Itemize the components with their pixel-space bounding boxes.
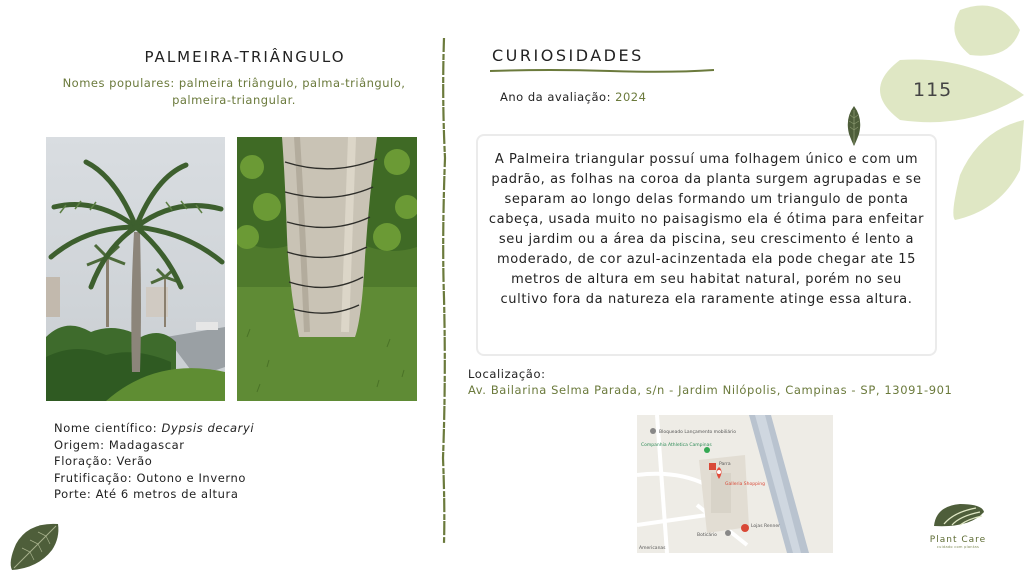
column-divider — [438, 38, 450, 543]
location-address: Av. Bailarina Selma Parada, s/n - Jardim Nilópolis, Campinas - SP, 13091-901 — [468, 383, 953, 397]
map-label-5: Boticário — [697, 533, 717, 538]
plant-title: PALMEIRA-TRIÂNGULO — [144, 48, 346, 66]
year-value: 2024 — [615, 90, 647, 104]
palm-trunk-photo — [237, 137, 417, 401]
fruiting: Frutificação: Outono e Inverno — [54, 470, 247, 485]
description-text: A Palmeira triangular possuí uma folhagem único e com um padrão, as folhas na coroa da planta surgem agrupadas e se separam ao longo delas formando um triangulo de ponta cabeça, usada muito no paisagismo ela é ótima para enfeitar seu jardim ou a área da piscina, seu crescimento é lento a moderado, de cor azul-acinzentada ela pode chegar ate 15 metros de altura em seu habitat natural, porém no seu cultivo fora da natureza ela raramente atinge essa altura. — [488, 152, 925, 307]
map-label-top: Bloqueado Lançamento mobiliário — [659, 430, 737, 435]
plant-facts — [54, 420, 254, 503]
logo-name: Plant Care — [929, 535, 987, 545]
map-label-1: Companhia Athletica Campinas — [641, 443, 712, 448]
plant-care-logo — [920, 500, 996, 556]
palm-tree-illustration — [46, 137, 225, 401]
popular-names: Nomes populares: palmeira triângulo, palma-triângulo, palmeira-triangular. — [62, 76, 406, 107]
map-label-3: Galleria Shopping — [725, 482, 765, 487]
decorative-leaves — [860, 0, 1024, 230]
logo-tagline: cuidado com plantas — [936, 545, 980, 549]
flowering: Floração: Verão — [54, 454, 153, 468]
year-label: Ano da avaliação: — [500, 90, 616, 104]
map-label-2: Parra — [719, 462, 731, 467]
palm-tree-photo — [46, 137, 225, 401]
plant-size: Porte: Até 6 metros de altura — [54, 487, 239, 501]
title-underline — [490, 68, 714, 74]
evaluation-year — [500, 90, 646, 104]
scientific-name-line — [54, 420, 254, 437]
location-map[interactable] — [637, 415, 833, 553]
scientific-name: Dypsis decaryi — [161, 421, 255, 435]
map-label-4: Lojas Renner — [751, 524, 780, 529]
scientific-name-label: Nome científico: — [54, 421, 162, 435]
curiosities-title: CURIOSIDADES — [492, 46, 644, 65]
map-graphic — [637, 415, 833, 553]
logo-leaf-icon — [930, 500, 986, 530]
map-label-6: Americanas — [639, 546, 666, 551]
small-leaf-icon — [845, 106, 863, 146]
bottom-leaf-icon — [8, 522, 60, 572]
palm-trunk-illustration — [237, 137, 417, 401]
location-label: Localização: — [468, 367, 546, 381]
page-number: 115 — [913, 79, 953, 101]
origin: Origem: Madagascar — [54, 437, 185, 452]
